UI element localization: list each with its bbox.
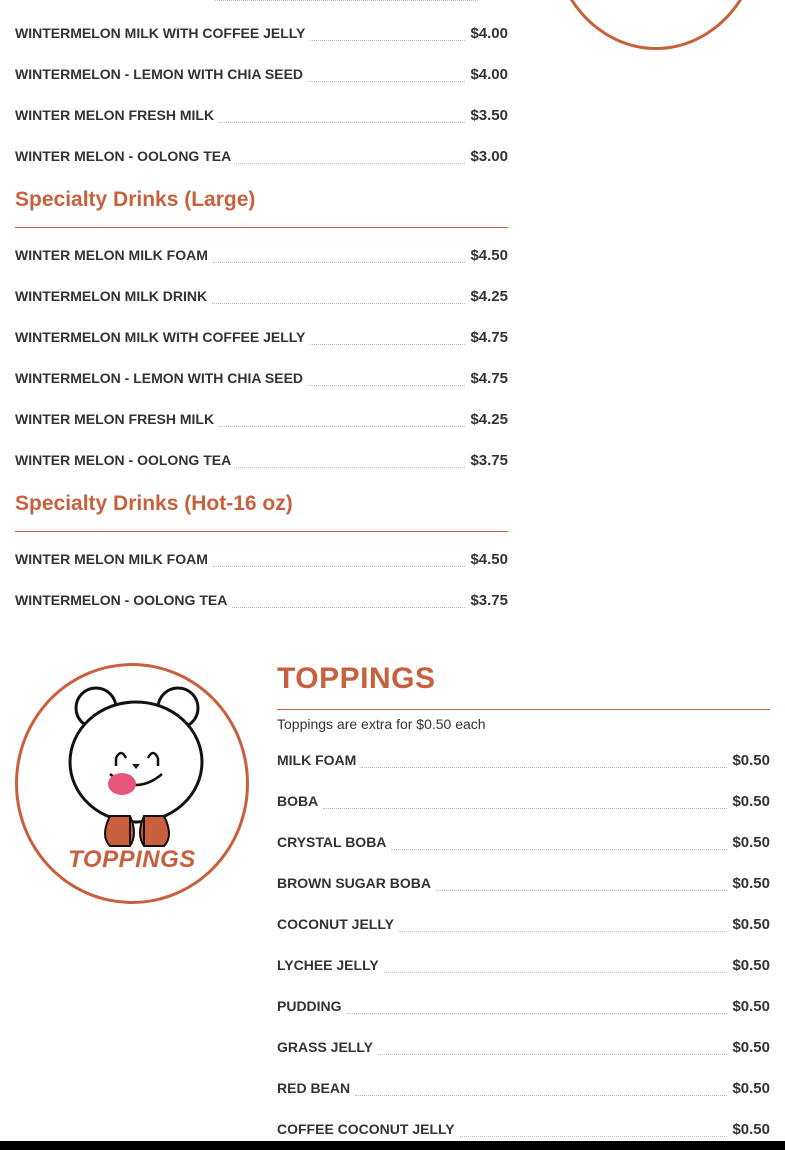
topping-price: $0.50 [732,1079,770,1097]
menu-item [15,104,508,126]
topping-item [277,831,770,853]
dotted-leader [310,40,465,41]
dotted-leader [310,344,465,345]
topping-price: $0.50 [732,792,770,810]
topping-name: COCONUT JELLY [277,916,394,932]
dotted-leader [399,931,728,932]
dotted-leader [391,849,727,850]
menu-item [15,449,508,471]
topping-item [277,995,770,1017]
dotted-leader [323,808,727,809]
toppings-badge [15,663,249,904]
dotted-leader [308,81,465,82]
menu-item-price: $4.75 [470,328,508,346]
dotted-leader [213,262,466,263]
dotted-leader [212,303,465,304]
bottom-bar [0,1141,785,1150]
menu-item [15,145,508,167]
section-divider [15,227,508,228]
topping-name: MILK FOAM [277,752,357,768]
badge-label: TOPPINGS [68,846,196,873]
topping-name: BOBA [277,793,319,809]
menu-item-name: WINTERMELON - LEMON WITH CHIA SEED [15,370,304,386]
menu-item [15,367,508,389]
dotted-leader [384,972,728,973]
dotted-leader [308,385,465,386]
topping-item [277,913,770,935]
topping-price: $0.50 [732,874,770,892]
menu-item-price: $3.00 [470,147,508,165]
topping-price: $0.50 [732,1120,770,1138]
menu-item-price: $4.50 [470,550,508,568]
dotted-leader [215,0,478,1]
dotted-leader [460,1136,728,1137]
topping-item [277,1036,770,1058]
topping-name: PUDDING [277,998,342,1014]
toppings-note: Toppings are extra for $0.50 each [277,716,486,732]
dotted-leader [236,163,465,164]
dotted-leader [219,426,465,427]
section-title-large: Specialty Drinks (Large) [15,188,256,211]
menu-item-name: WINTERMELON MILK WITH COFFEE JELLY [15,329,306,345]
menu-item [15,22,508,44]
section-divider [277,709,770,710]
menu-item [15,326,508,348]
topping-name: GRASS JELLY [277,1039,373,1055]
menu-item [15,589,508,611]
menu-item-name: WINTER MELON FRESH MILK [15,107,215,123]
menu-item-price: $3.50 [470,106,508,124]
menu-item-name: WINTER MELON - OOLONG TEA [15,452,232,468]
topping-name: BROWN SUGAR BOBA [277,875,431,891]
dotted-leader [436,890,727,891]
menu-item-price: $4.00 [470,24,508,42]
toppings-title: TOPPINGS [277,662,436,695]
topping-price: $0.50 [732,956,770,974]
menu-item-name: WINTER MELON MILK FOAM [15,247,208,263]
menu-item-name: WINTERMELON - LEMON WITH CHIA SEED [15,66,304,82]
menu-item-price: $3.75 [470,591,508,609]
topping-item [277,1118,770,1140]
dotted-leader [361,767,727,768]
topping-item [277,872,770,894]
menu-item-name: WINTERMELON MILK WITH COFFEE JELLY [15,25,306,41]
menu-item [15,244,508,266]
menu-item [15,285,508,307]
menu-item-price: $3.75 [470,451,508,469]
topping-name: LYCHEE JELLY [277,957,379,973]
topping-name: CRYSTAL BOBA [277,834,387,850]
topping-name: COFFEE COCONUT JELLY [277,1121,455,1137]
menu-item-price: $4.25 [470,410,508,428]
dotted-leader [355,1095,727,1096]
topping-price: $0.50 [732,997,770,1015]
topping-item [277,954,770,976]
topping-item [277,749,770,771]
menu-item-name: WINTER MELON MILK FOAM [15,551,208,567]
dotted-leader [378,1054,727,1055]
topping-price: $0.50 [732,833,770,851]
menu-item-price: $4.25 [470,287,508,305]
topping-price: $0.50 [732,1038,770,1056]
topping-name: RED BEAN [277,1080,351,1096]
section-title-hot: Specialty Drinks (Hot-16 oz) [15,492,293,515]
menu-item-name: WINTERMELON MILK DRINK [15,288,208,304]
section-divider [15,531,508,532]
topping-price: $0.50 [732,751,770,769]
menu-item-name: WINTER MELON FRESH MILK [15,411,215,427]
dotted-leader [213,566,466,567]
dotted-leader [219,122,465,123]
menu-item-price: $4.50 [470,246,508,264]
topping-price: $0.50 [732,915,770,933]
menu-item-price: $4.00 [470,65,508,83]
dotted-leader [347,1013,728,1014]
menu-item-price: $4.75 [470,369,508,387]
topping-item [277,790,770,812]
category-badge-circle [550,0,762,50]
menu-item-name: WINTER MELON - OOLONG TEA [15,148,232,164]
dotted-leader [232,607,465,608]
dotted-leader [236,467,465,468]
menu-item [15,548,508,570]
menu-item [15,63,508,85]
menu-item-name: WINTERMELON - OOLONG TEA [15,592,228,608]
menu-item [15,408,508,430]
topping-item [277,1077,770,1099]
